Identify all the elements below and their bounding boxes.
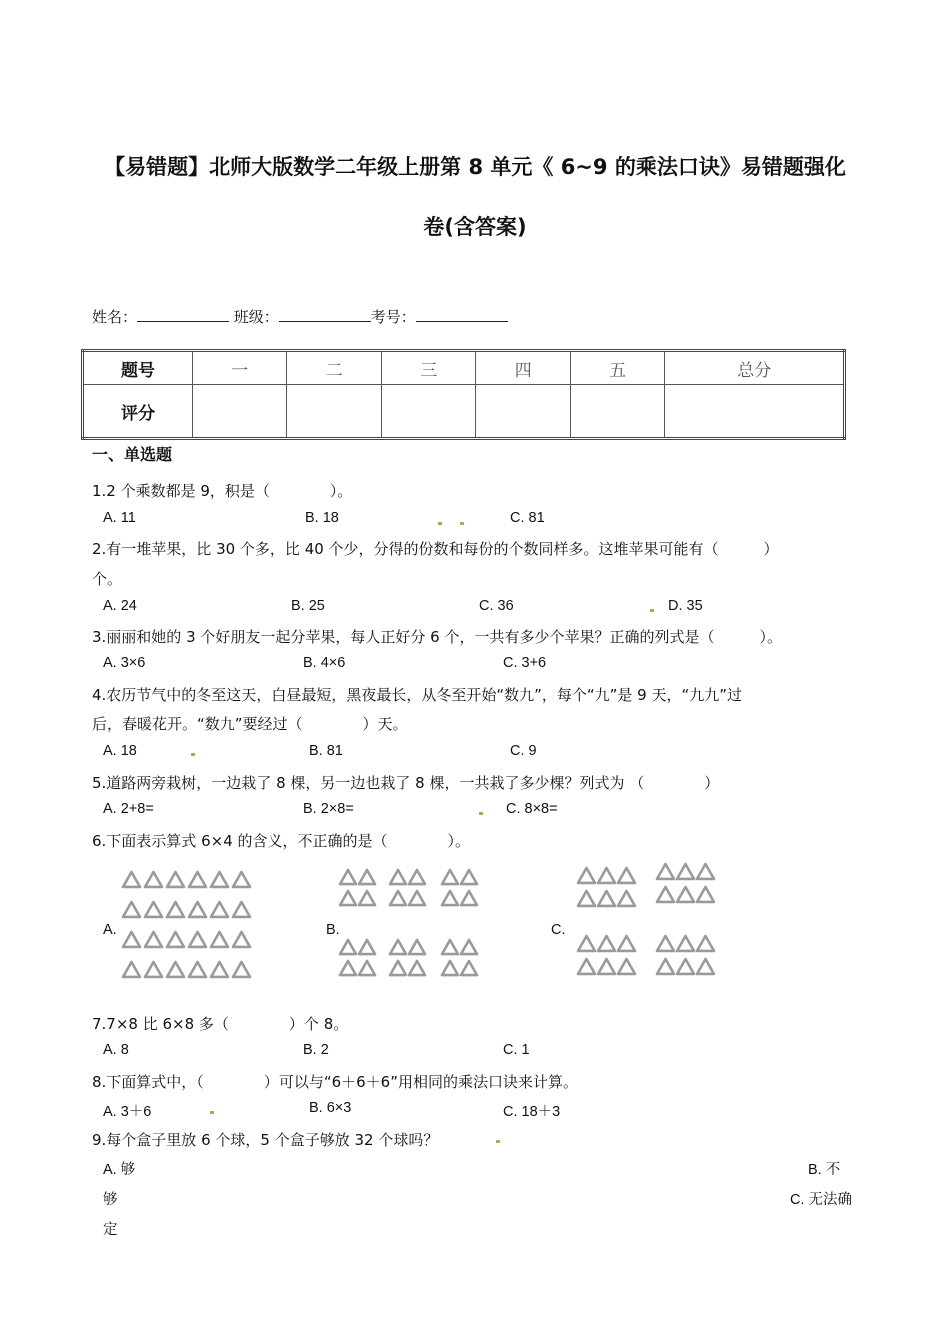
name-blank[interactable] [137,305,229,322]
question-stem: 9.每个盒子里放 6 个球，5 个盒子够放 32 个球吗？ [92,1131,439,1149]
option[interactable]: A. 18 [103,743,137,759]
triangle-icon [618,868,635,883]
triangle-icon [359,940,375,954]
option[interactable]: C. 18＋3 [503,1104,561,1120]
class-blank[interactable] [279,305,371,322]
triangle-icon [233,902,250,917]
triangle-icon [390,891,406,905]
option[interactable]: A. 够 [103,1162,136,1178]
score-cell[interactable] [570,385,664,439]
score-header-cell: 题号 [83,351,193,385]
triangle-icon [442,961,458,975]
option[interactable]: C. 9 [510,743,537,759]
triangle-icon [233,872,250,887]
option-wrap: 定 [103,1222,118,1238]
question-stem: 8.下面算式中，（ ）可以与“6＋6＋6”用相同的乘法口诀来计算。 [92,1073,578,1091]
triangle-icon [390,870,406,884]
triangle-icon [123,932,140,947]
question-stem: 3.丽丽和她的 3 个好朋友一起分苹果，每人正好分 6 个，一共有多少个苹果？正确的列式是（ ）。 [92,628,782,646]
triangle-icon [442,891,458,905]
score-cell[interactable] [476,385,570,439]
option[interactable]: B. 25 [291,598,325,614]
triangle-icon [167,902,184,917]
triangle-icon [409,940,425,954]
triangle-icon [167,932,184,947]
triangle-figure-a [120,866,260,990]
option-wrap: 够 [103,1192,118,1208]
triangle-icon [145,962,162,977]
option[interactable]: B. 2×8= [303,801,354,817]
question-stem: 1.2 个乘数都是 9，积是（ ）。 [92,482,353,500]
triangle-icon [409,891,425,905]
triangle-icon [598,936,615,951]
option[interactable]: B. 6×3 [309,1100,352,1116]
option[interactable]: A. 3×6 [103,655,146,671]
triangle-icon [578,959,595,974]
triangle-icon [657,887,674,902]
doc-title-line2: 卷(含答案) [423,215,527,239]
triangle-icon [189,932,206,947]
triangle-icon [340,940,356,954]
triangle-icon [598,891,615,906]
question-stem: 7.7×8 比 6×8 多（ ）个 8。 [92,1015,349,1033]
triangle-icon [233,962,250,977]
option[interactable]: A. 2+8= [103,801,154,817]
triangle-icon [211,962,228,977]
triangle-icon [359,891,375,905]
triangle-figure-b [338,866,488,990]
doc-title-line1: 【易错题】北师大版数学二年级上册第 8 单元《 6~9 的乘法口诀》易错题强化 [104,155,846,179]
score-cell[interactable] [287,385,381,439]
option[interactable]: C. 8×8= [506,801,558,817]
triangle-icon [123,872,140,887]
option[interactable]: B. [326,922,340,938]
triangle-icon [167,962,184,977]
question-stem: 2.有一堆苹果，比 30 个多，比 40 个少，分得的份数和每份的个数同样多。这堆苹果可能有（ ） [92,540,779,558]
triangle-icon [359,961,375,975]
option[interactable]: B. 不 [808,1162,841,1178]
triangle-icon [211,872,228,887]
triangle-icon [677,959,694,974]
triangle-icon [442,940,458,954]
option[interactable]: C. [551,922,566,938]
score-header-cell: 二 [287,351,381,385]
triangle-icon [409,870,425,884]
section-heading: 一、单选题 [92,445,173,464]
score-header-cell: 三 [381,351,475,385]
triangle-icon [123,902,140,917]
triangle-icon [211,932,228,947]
score-cell[interactable] [381,385,475,439]
question-stem: 5.道路两旁栽树，一边栽了 8 棵，另一边也栽了 8 棵，一共栽了多少棵？列式为 （ ） [92,774,720,792]
triangle-icon [409,961,425,975]
triangle-icon [697,887,714,902]
option[interactable]: C. 36 [479,598,514,614]
triangle-icon [578,936,595,951]
exam-label: 考号： [370,308,416,326]
triangle-icon [677,936,694,951]
triangle-icon [145,932,162,947]
triangle-icon [189,962,206,977]
triangle-icon [340,891,356,905]
option[interactable]: A. 8 [103,1042,129,1058]
class-label: 班级： [229,308,279,326]
option[interactable]: A. 11 [103,510,136,526]
question-stem-continued: 个。 [92,570,123,588]
question-stem-continued: 后，春暖花开。“数九”要经过（ ）天。 [92,715,408,733]
score-header-row [83,351,845,385]
option[interactable]: B. 4×6 [303,655,346,671]
triangle-icon [657,936,674,951]
triangle-icon [461,870,477,884]
triangle-figure-c [575,860,725,984]
name-label: 姓名： [92,308,138,326]
triangle-icon [578,868,595,883]
triangle-icon [618,959,635,974]
triangle-icon [145,902,162,917]
option[interactable]: A. 3＋6 [103,1104,152,1120]
triangle-icon [340,870,356,884]
triangle-icon [657,959,674,974]
triangle-icon [461,891,477,905]
triangle-icon [390,961,406,975]
exam-number-blank[interactable] [416,305,508,322]
option[interactable]: C. 81 [510,510,545,526]
score-row [83,385,845,439]
triangle-icon [189,902,206,917]
option[interactable]: C. 1 [503,1042,530,1058]
triangle-icon [123,962,140,977]
triangle-icon [578,891,595,906]
triangle-icon [657,864,674,879]
option[interactable]: B. 81 [309,743,343,759]
option[interactable]: A. [103,922,117,938]
triangle-icon [677,887,694,902]
triangle-icon [189,872,206,887]
score-table [81,349,846,440]
triangle-icon [233,932,250,947]
option[interactable]: C. 无法确 [790,1192,853,1208]
score-header-cell: 总分 [665,351,845,385]
triangle-icon [598,868,615,883]
triangle-icon [145,872,162,887]
student-info [92,305,508,327]
triangle-icon [697,936,714,951]
score-header-cell: 四 [476,351,570,385]
triangle-icon [167,872,184,887]
score-header-cell: 一 [193,351,287,385]
option[interactable]: D. 35 [668,598,703,614]
score-row-label: 评分 [83,385,193,439]
triangle-icon [697,864,714,879]
triangle-icon [598,959,615,974]
option[interactable]: B. 18 [305,510,339,526]
triangle-icon [340,961,356,975]
question-stem: 4.农历节气中的冬至这天，白昼最短，黑夜最长，从冬至开始“数九”，每个“九”是 9 天，“九九”过 [92,686,743,704]
triangle-icon [461,961,477,975]
triangle-icon [211,902,228,917]
option[interactable]: A. 24 [103,598,137,614]
triangle-icon [697,959,714,974]
option[interactable]: C. 3+6 [503,655,547,671]
question-stem: 6.下面表示算式 6×4 的含义，不正确的是（ ）。 [92,832,471,850]
triangle-icon [442,870,458,884]
score-header-cell: 五 [570,351,664,385]
triangle-icon [618,891,635,906]
triangle-icon [618,936,635,951]
triangle-icon [359,870,375,884]
triangle-icon [461,940,477,954]
triangle-icon [390,940,406,954]
triangle-icon [677,864,694,879]
score-cell[interactable] [665,385,845,439]
option[interactable]: B. 2 [303,1042,329,1058]
score-cell[interactable] [193,385,287,439]
